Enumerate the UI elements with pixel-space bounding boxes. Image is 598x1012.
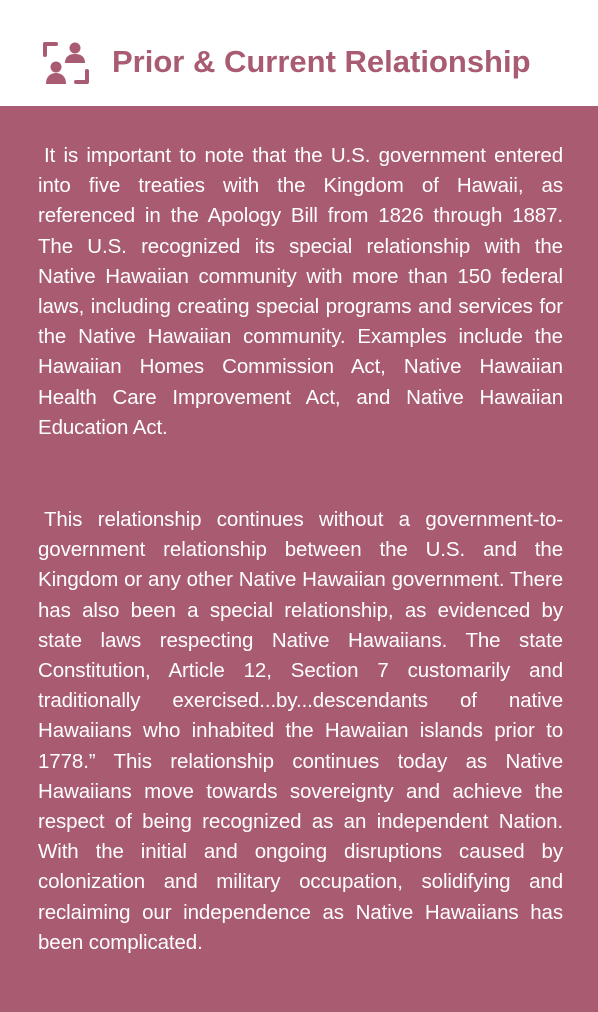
- users-relationship-icon: [42, 40, 90, 86]
- content-panel: [0, 106, 598, 1012]
- body-paragraph-treaties: It is important to note that the U.S. government entered into five treaties with the Kingdom of Hawaii, as referenced in the Apology Bill from 1826 through 1887. The U.S. recognized its special relationship with the Native Hawaiian community with more than 150 federal laws, including creating special programs and services for the Native Hawaiian community. Examples include the Hawaiian Homes Commission Act, Native Hawaiian Health Care Improvement Act, and Native Hawaiian Education Act.: [38, 144, 563, 439]
- header: [0, 0, 598, 106]
- body-paragraph-relationship: This relationship continues without a government-to-government relationship between the U.S. and the Kingdom or any other Native Hawaiian government. There has also been a special relationship, as evidenced by state laws respecting Native Hawaiians. The state Constitution, Article 12, Section 7 customarily and traditionally exercised...by...descendants of native Hawaiians who inhabited the Hawaiian islands prior to 1778.” This relationship continues today as Native Hawaiians move towards sovereignty and achieve the respect of being recognized as an independent Nation. With the initial and ongoing disruptions caused by colonization and military occupation, solidifying and reclaiming our independence as Native Hawaiians has been complicated.: [38, 508, 563, 954]
- page-title: Prior & Current Relationship: [112, 44, 531, 79]
